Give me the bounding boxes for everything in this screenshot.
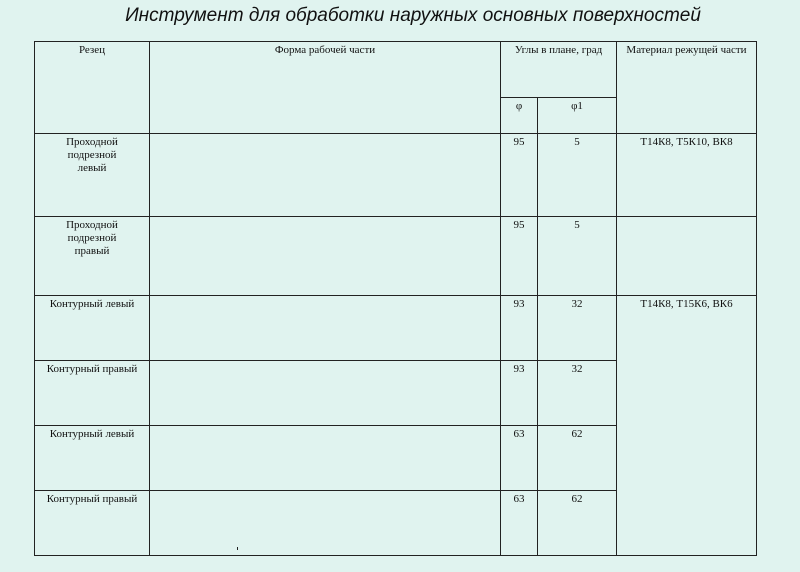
phi-value: 95	[501, 134, 538, 217]
material-value: Т14К8, Т15К6, ВК6	[617, 296, 757, 556]
cutter-name-line: подрезной	[67, 149, 117, 161]
material-value: Т14К8, Т5К10, ВК8	[617, 134, 757, 217]
cutter-name	[66, 219, 118, 258]
cutter-name: Контурный правый	[35, 491, 150, 556]
material-value	[617, 217, 757, 296]
table-row	[35, 296, 757, 361]
cutter-name	[66, 136, 118, 175]
shape-cell	[150, 296, 501, 361]
header-shape: Форма рабочей части	[150, 42, 501, 134]
stray-mark	[237, 547, 238, 550]
header-cutter: Резец	[35, 42, 150, 134]
shape-cell	[150, 426, 501, 491]
cutter-name: Контурный правый	[35, 361, 150, 426]
tool-table	[34, 41, 757, 556]
phi1-value: 32	[538, 361, 617, 426]
shape-cell	[150, 491, 501, 556]
phi1-value: 32	[538, 296, 617, 361]
cutter-name: Контурный левый	[35, 426, 150, 491]
cutter-name-line: Проходной	[66, 219, 118, 231]
phi1-value: 5	[538, 134, 617, 217]
phi-value: 63	[501, 426, 538, 491]
phi1-value: 62	[538, 491, 617, 556]
slide-title: Инструмент для обработки наружных основных поверхностей	[125, 5, 701, 26]
cutter-name-line: левый	[77, 162, 107, 174]
cutter-name-cell	[35, 217, 150, 296]
shape-cell	[150, 134, 501, 217]
header-angles: Углы в плане, град	[501, 42, 617, 98]
shape-cell	[150, 361, 501, 426]
phi-value: 63	[501, 491, 538, 556]
shape-cell	[150, 217, 501, 296]
cutter-name-line: правый	[74, 245, 110, 257]
phi-value: 95	[501, 217, 538, 296]
phi-value: 93	[501, 361, 538, 426]
header-phi1: φ1	[538, 98, 617, 134]
cutter-name-line: Проходной	[66, 136, 118, 148]
header-material: Материал режущей части	[617, 42, 757, 134]
cutter-name: Контурный левый	[35, 296, 150, 361]
cutter-name-line: подрезной	[67, 232, 117, 244]
cutter-name-cell	[35, 134, 150, 217]
phi1-value: 5	[538, 217, 617, 296]
phi1-value: 62	[538, 426, 617, 491]
header-phi: φ	[501, 98, 538, 134]
table-row	[35, 134, 757, 217]
phi-value: 93	[501, 296, 538, 361]
table-row	[35, 217, 757, 296]
